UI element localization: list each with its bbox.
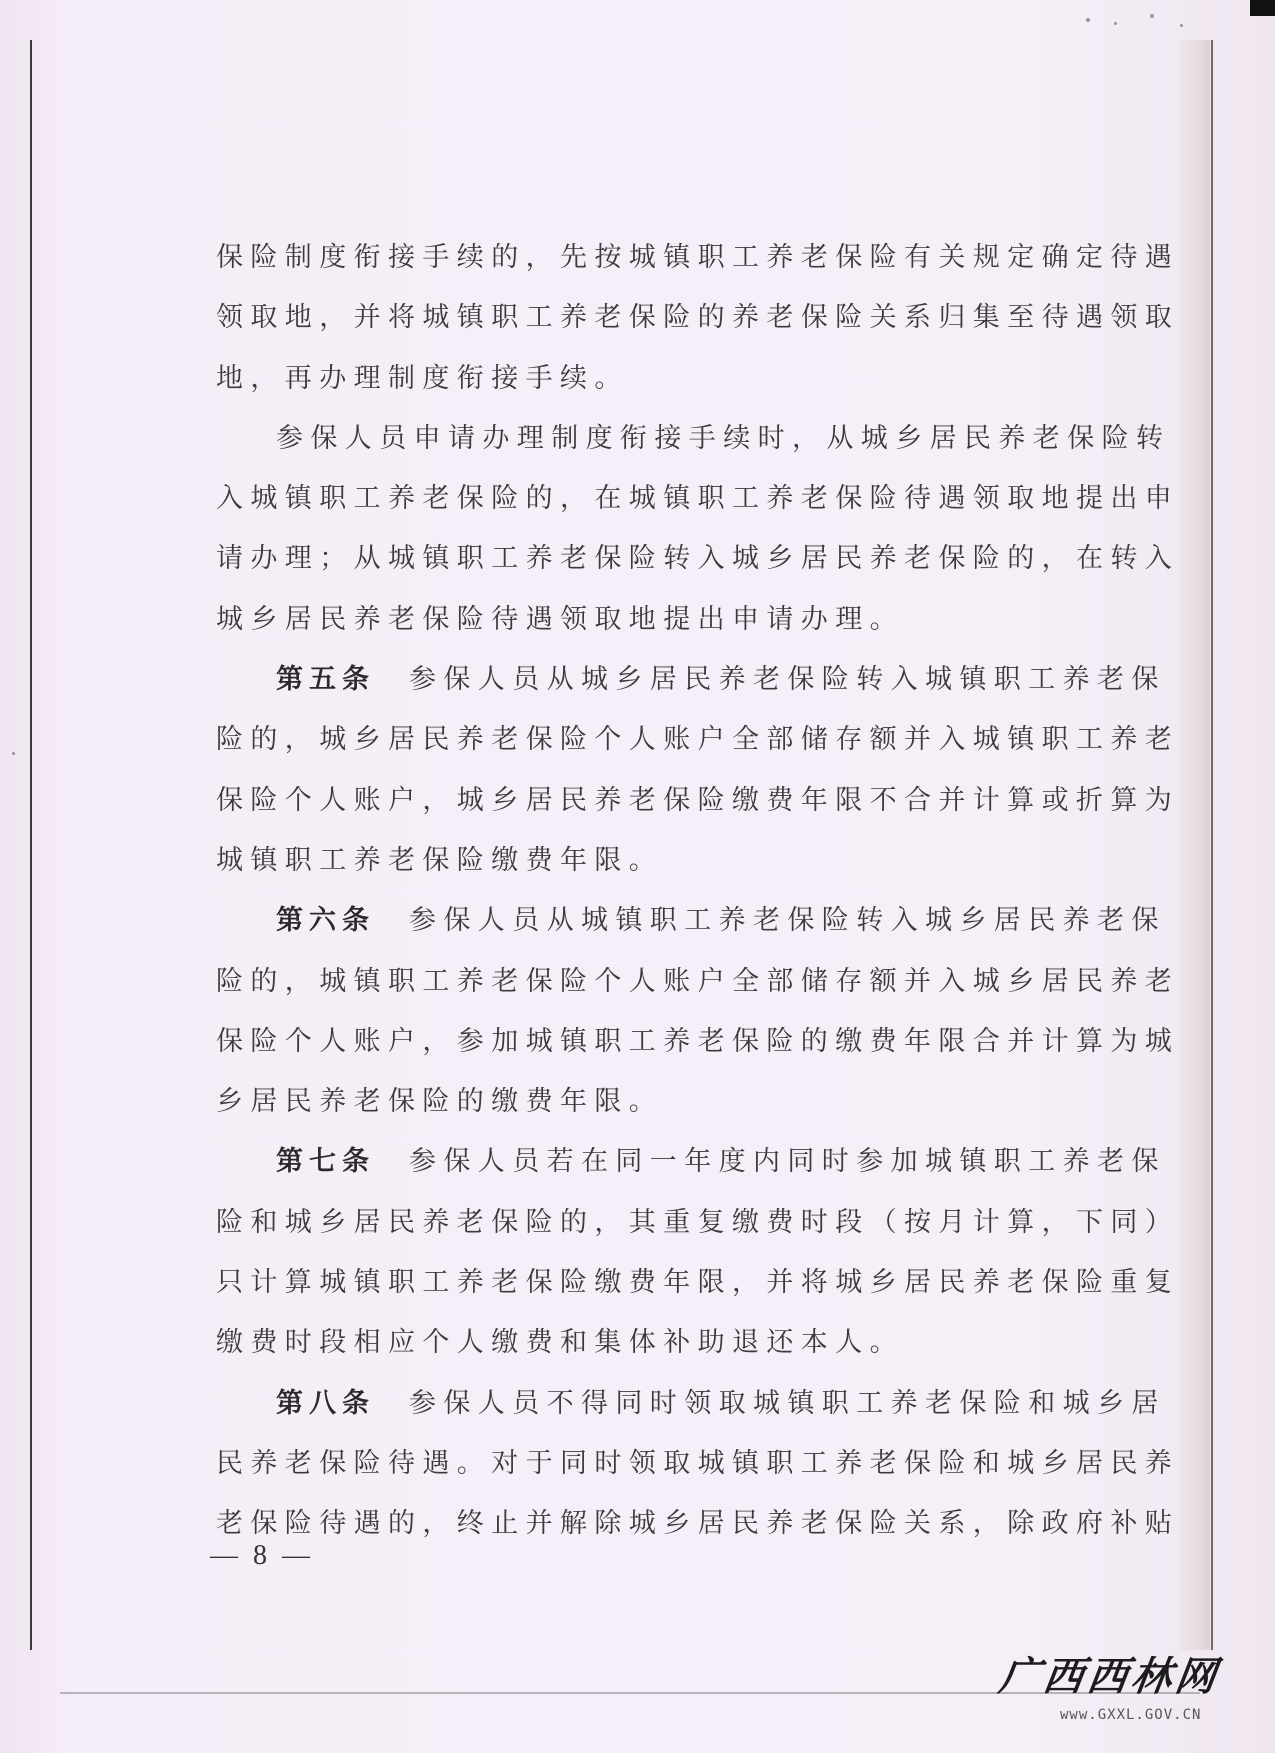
text-line: 缴费时段相应个人缴费和集体补助退还本人。 — [216, 1327, 904, 1359]
text-line: 保险个人账户，城乡居民养老保险缴费年限不合并计算或折算为 — [216, 784, 1180, 816]
article-label: 第六条 — [276, 905, 375, 937]
document-body — [216, 228, 1180, 1555]
text-line: 领取地，并将城镇职工养老保险的养老保险关系归集至待遇领取 — [216, 302, 1180, 334]
text-line: 保险制度衔接手续的，先按城镇职工养老保险有关规定确定待遇 — [216, 242, 1180, 273]
site-watermark — [996, 1645, 1270, 1745]
text-line: 地，再办理制度衔接手续。 — [216, 362, 629, 394]
text-line: 参保人员申请办理制度衔接手续时，从城乡居民养老保险转 — [276, 422, 1171, 454]
watermark-logo: 广西西林网 — [996, 1653, 1223, 1700]
text-line: 险的，城镇职工养老保险个人账户全部储存额并入城乡居民养老 — [216, 965, 1180, 997]
article-heading-line: 第六条 参保人员从城镇职工养老保险转入城乡居民养老保 — [276, 905, 1166, 937]
text-line: 险和城乡居民养老保险的，其重复缴费时段（按月计算，下同） — [216, 1206, 1180, 1238]
text-line: 请办理；从城镇职工养老保险转入城乡居民养老保险的，在转入 — [216, 543, 1180, 575]
scan-speck — [12, 752, 15, 755]
page-left-border — [30, 40, 32, 1650]
page-right-border — [1211, 40, 1213, 1650]
article-heading-line: 第七条 参保人员若在同一年度内同时参加城镇职工养老保 — [276, 1146, 1166, 1178]
text-line: 城镇职工养老保险缴费年限。 — [216, 844, 664, 876]
text-line: 入城镇职工养老保险的，在城镇职工养老保险待遇领取地提出申 — [216, 483, 1180, 515]
article-heading-line: 第八条 参保人员不得同时领取城镇职工养老保险和城乡居 — [276, 1387, 1166, 1419]
page-right-margin-strip — [1180, 40, 1210, 1650]
scan-speck — [1150, 14, 1154, 18]
text-line: 保险个人账户，参加城镇职工养老保险的缴费年限合并计算为城 — [216, 1025, 1180, 1057]
text-line: 乡居民养老保险的缴费年限。 — [216, 1086, 664, 1118]
text-line: 只计算城镇职工养老保险缴费年限，并将城乡居民养老保险重复 — [216, 1267, 1180, 1299]
watermark-url: www.GXXL.GOV.CN — [1060, 1707, 1202, 1723]
scan-corner-mark — [1250, 0, 1275, 16]
text-line: 险的，城乡居民养老保险个人账户全部储存额并入城镇职工养老 — [216, 724, 1180, 756]
text-line: 民养老保险待遇。对于同时领取城镇职工养老保险和城乡居民养 — [216, 1447, 1180, 1479]
article-label: 第五条 — [276, 664, 375, 696]
article-heading-line: 第五条 参保人员从城乡居民养老保险转入城镇职工养老保 — [276, 664, 1166, 696]
article-label: 第八条 — [276, 1387, 375, 1419]
text-line: 城乡居民养老保险待遇领取地提出申请办理。 — [216, 603, 904, 635]
scan-speck — [1086, 18, 1090, 22]
text-line: 老保险待遇的，终止并解除城乡居民养老保险关系，除政府补贴 — [216, 1508, 1180, 1540]
scan-speck — [1180, 24, 1183, 27]
scan-speck — [1114, 22, 1117, 25]
article-label: 第七条 — [276, 1146, 375, 1178]
page-number: — 8 — — [210, 1540, 314, 1571]
